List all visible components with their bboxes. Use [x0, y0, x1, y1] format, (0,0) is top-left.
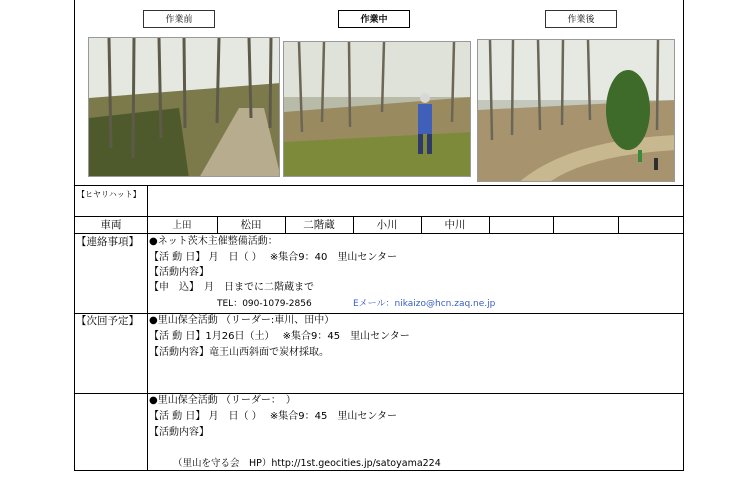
after-label: 作業後: [545, 10, 617, 28]
next-line: ●里山保全活動 （リーダー： ）: [149, 395, 296, 406]
next-line: ●里山保全活動 （リーダー:車川、田中）: [149, 315, 335, 326]
divider: [147, 233, 148, 313]
hiyari-label: 【ヒヤリハット】: [77, 190, 141, 199]
vehicle-name: 小川: [376, 219, 398, 231]
homepage-link[interactable]: （里山を守る会 HP）http://1st.geocities.jp/satoyama224: [173, 458, 441, 469]
divider: [75, 216, 683, 217]
vehicle-name: [553, 218, 618, 233]
during-photo: [283, 41, 471, 177]
before-photo: [88, 37, 280, 177]
before-label: 作業前: [143, 10, 215, 28]
activity-report-sheet: [74, 0, 684, 471]
photo-area: [75, 0, 683, 185]
during-label: 作業中: [338, 10, 410, 28]
vehicle-name: 松田: [240, 219, 262, 231]
notice-label: 【連絡事項】: [76, 236, 139, 248]
after-photo: [477, 39, 675, 182]
next-label: 【次回予定】: [76, 315, 139, 327]
notice-tel: TEL：090-1079-2856: [217, 299, 312, 309]
vehicle-label: 車両: [100, 219, 122, 231]
vehicle-name: [618, 218, 683, 233]
notice-line: ●ネット茨木主催整備活動：: [149, 236, 278, 247]
next-line: 【活 動 日】 月 日（ ） ※集合9：45 里山センター: [149, 411, 397, 422]
notice-email[interactable]: Eメール：nikaizo@hcn.zaq.ne.jp: [353, 299, 496, 309]
divider: [75, 185, 683, 186]
vehicle-name: [489, 218, 553, 233]
next-line: 【活動内容】: [149, 427, 209, 438]
vehicle-name: 中川: [444, 219, 466, 231]
next-line: 【活動内容】竜王山西斜面で炭材採取。: [149, 347, 329, 358]
notice-line: 【活 動 日】 月 日（ ） ※集合9：40 里山センター: [149, 252, 397, 263]
notice-line: 【申 込】 月 日までに二階蔵まで: [149, 282, 314, 293]
divider: [147, 185, 148, 216]
divider: [147, 313, 148, 471]
next-line: 【活 動 日】1月26日（土） ※集合9：45 里山センター: [149, 331, 410, 342]
vehicle-name: 上田: [172, 220, 192, 231]
notice-line: 【活動内容】: [149, 267, 209, 278]
vehicle-name: 二階蔵: [303, 219, 335, 231]
